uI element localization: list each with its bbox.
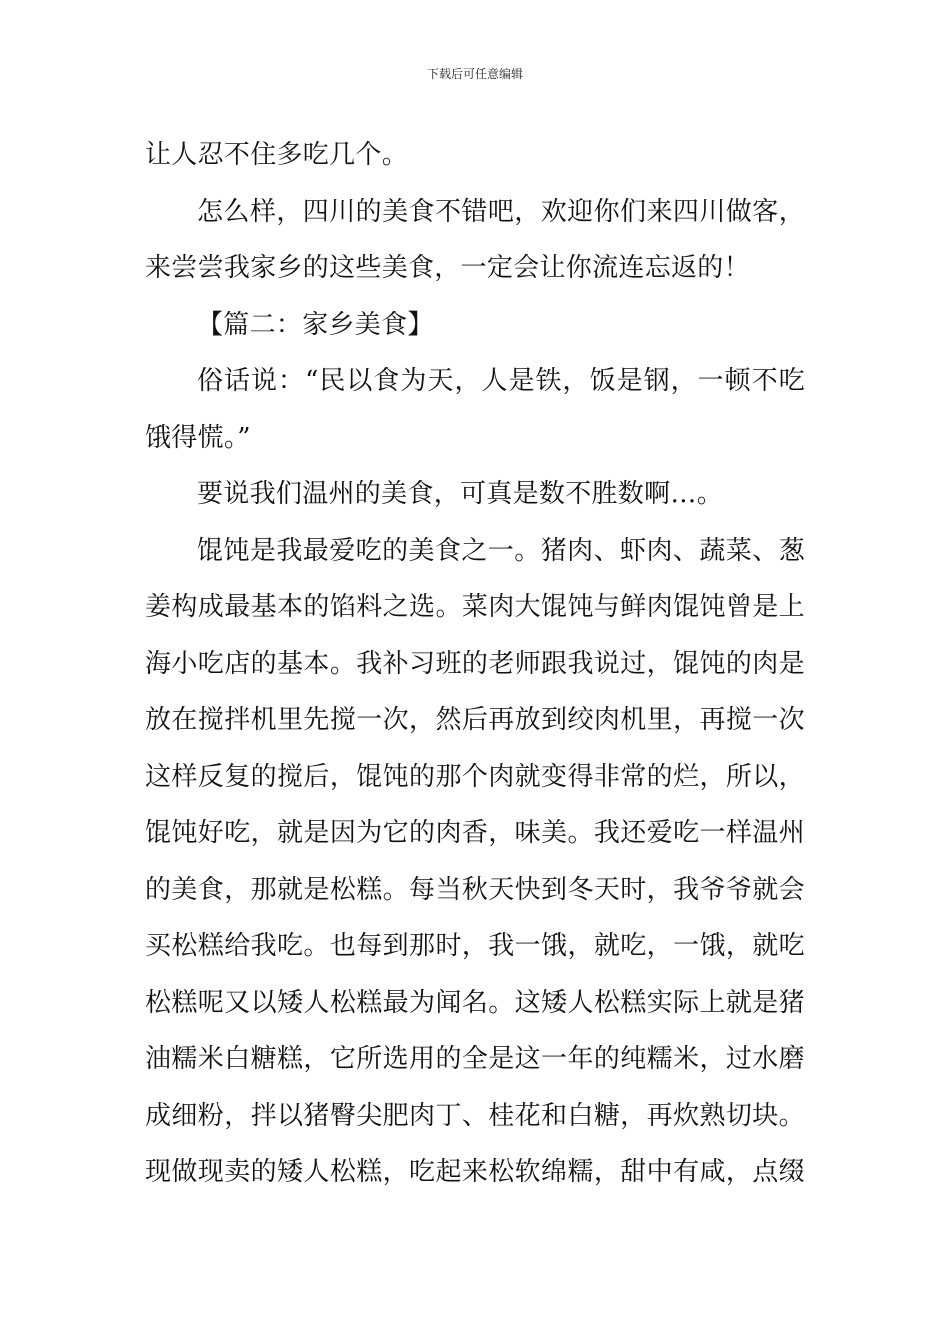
text-line: 现做现卖的矮人松糕，吃起来松软绵糯，甜中有咸，点缀 (145, 1157, 805, 1187)
document-body (145, 127, 805, 1201)
paragraph-1 (145, 127, 805, 184)
text-line: 馄饨是我最爱吃的美食之一。猪肉、虾肉、蔬菜、葱 (197, 535, 805, 566)
text-line: 买松糕给我吃。也每到那时，我一饿，就吃，一饿，就吃 (145, 931, 805, 961)
text-line: 的美食，那就是松糕。每当秋天快到冬天时，我爷爷就会 (145, 874, 805, 905)
section-heading (145, 297, 805, 354)
page-header: 下载后可任意编辑 (426, 67, 523, 81)
text-line: 海小吃店的基本。我补习班的老师跟我说过，馄饨的肉是 (145, 648, 805, 679)
text-line: 俗话说：“民以食为天，人是铁，饭是钢，一顿不吃 (197, 366, 805, 396)
text-line: 饿得慌。” (145, 422, 251, 453)
text-line: 松糕呢又以矮人松糕最为闻名。这矮人松糕实际上就是猪 (145, 987, 805, 1018)
text-line: 怎么样，四川的美食不错吧，欢迎你们来四川做客， (197, 196, 805, 227)
text-line: 成细粉，拌以猪臀尖肥肉丁、桂花和白糖，再炊熟切块。 (145, 1100, 805, 1131)
text-line: 【篇二：家乡美食】 (197, 309, 434, 340)
paragraph-5 (145, 523, 805, 1201)
text-line: 要说我们温州的美食，可真是数不胜数啊…。 (197, 479, 724, 509)
text-line: 来尝尝我家乡的这些美食，一定会让你流连忘返的！ (145, 253, 750, 283)
text-line: 放在搅拌机里先搅一次，然后再放到绞肉机里，再搅一次 (145, 705, 805, 735)
text-line: 姜构成最基本的馅料之选。菜肉大馄饨与鲜肉馄饨曾是上 (145, 592, 805, 622)
text-line: 这样反复的搅后，馄饨的那个肉就变得非常的烂，所以， (145, 761, 805, 792)
paragraph-4 (145, 466, 805, 523)
paragraph-2 (145, 184, 805, 297)
paragraph-3 (145, 353, 805, 466)
text-line: 让人忍不住多吃几个。 (145, 140, 409, 170)
text-line: 馄饨好吃，就是因为它的肉香，味美。我还爱吃一样温州 (145, 818, 805, 848)
text-line: 油糯米白糖糕，它所选用的全是这一年的纯糯米，过水磨 (145, 1044, 805, 1074)
